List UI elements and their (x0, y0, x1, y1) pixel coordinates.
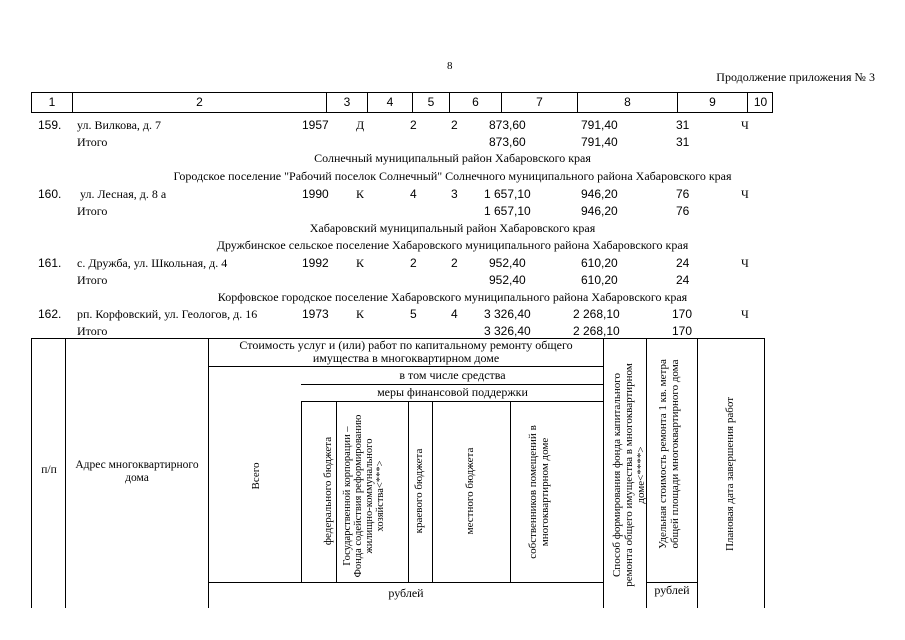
local-budget-label: местного бюджета (464, 447, 476, 535)
row-year: 1957 (302, 118, 329, 132)
cost-header-label: Стоимость услуг и (или) работ по капитальному ремонту общего имущества в многоквартирном доме (239, 338, 573, 365)
total-label: Итого (77, 324, 108, 338)
corporation-fund-label: Государственной корпорации – Фонда содействия реформированию жилищно-коммунального хозяйства<***> (342, 414, 386, 578)
row-year: 1990 (302, 187, 329, 201)
row-residents: 31 (676, 118, 690, 132)
header-col-8: 8 (577, 93, 677, 112)
including-funds-label: в том числе средства (399, 368, 506, 382)
total-area: 952,40 (489, 273, 526, 287)
total-column-label: Всего (250, 462, 262, 490)
planned-date-label: Плановая дата завершения работ (724, 396, 736, 552)
row-entrances: 2 (451, 256, 458, 270)
col-address-label: Адрес многоквартирного дома (75, 459, 199, 484)
row-number: 159. (38, 118, 62, 132)
row-category: Ч (741, 118, 749, 132)
total-living-area: 610,20 (581, 273, 618, 287)
row-material: К (356, 307, 365, 321)
header-col-3: 3 (326, 93, 367, 112)
row-entrances: 2 (451, 118, 458, 132)
total-area: 873,60 (489, 135, 526, 149)
row-address: с. Дружба, ул. Школьная, д. 4 (77, 256, 228, 270)
settlement-heading: Городское поселение "Рабочий поселок Солнечный" Солнечного муниципального района Хабаровского края (173, 169, 732, 183)
row-floors: 5 (410, 307, 417, 321)
row-category: Ч (741, 187, 749, 201)
total-living-area: 946,20 (581, 204, 618, 218)
total-residents: 170 (672, 324, 693, 338)
header-col-6: 6 (449, 93, 501, 112)
row-number: 161. (38, 256, 62, 270)
row-residents: 76 (676, 187, 690, 201)
unit-cost-label: Удельная стоимость ремонта 1 кв. метра общей площади многоквартирного дома (657, 359, 681, 549)
row-year: 1973 (302, 307, 329, 321)
row-year: 1992 (302, 256, 329, 270)
total-residents: 24 (676, 273, 690, 287)
total-residents: 31 (676, 135, 690, 149)
continuation-note: Продолжение приложения № 3 (716, 70, 875, 84)
row-floors: 2 (410, 118, 417, 132)
row-number: 160. (38, 187, 62, 201)
total-label: Итого (77, 204, 108, 218)
row-floors: 4 (410, 187, 417, 201)
total-living-area: 2 268,10 (573, 324, 620, 338)
page-number: 8 (447, 60, 453, 72)
row-area: 3 326,40 (484, 307, 531, 321)
row-living-area: 946,20 (581, 187, 618, 201)
row-floors: 2 (410, 256, 417, 270)
row-residents: 24 (676, 256, 690, 270)
row-living-area: 791,40 (581, 118, 618, 132)
row-entrances: 4 (451, 307, 458, 321)
total-area: 3 326,40 (484, 324, 531, 338)
column-number-header (31, 92, 773, 113)
total-row (0, 272, 905, 288)
row-address: ул. Лесная, д. 8 а (80, 187, 167, 201)
header-col-5: 5 (412, 93, 449, 112)
table-row (0, 255, 905, 271)
header-col-4: 4 (367, 93, 412, 112)
row-entrances: 3 (451, 187, 458, 201)
row-living-area: 2 268,10 (573, 307, 620, 321)
header-col-1: 1 (48, 95, 56, 109)
district-heading: Хабаровский муниципальный район Хабаровского края (309, 221, 596, 235)
rubles-label: рублей (388, 586, 424, 600)
row-area: 1 657,10 (484, 187, 531, 201)
total-label: Итого (77, 273, 108, 287)
row-area: 952,40 (489, 256, 526, 270)
header-col-2: 2 (72, 93, 326, 112)
row-address: ул. Вилкова, д. 7 (77, 118, 162, 132)
owners-label: собственников помещений в многоквартирном доме (527, 425, 551, 559)
total-row (0, 134, 905, 150)
federal-budget-label: федерального бюджета (322, 436, 334, 546)
row-category: Ч (741, 256, 749, 270)
table-row (0, 186, 905, 202)
fund-method-label: Способ формирования фонда капитального ремонта общего имущества в многоквартирном доме<****> (611, 363, 647, 587)
total-label: Итого (77, 135, 108, 149)
support-measures-label: меры финансовой поддержки (377, 385, 528, 399)
row-material: К (356, 187, 365, 201)
settlement-heading: Дружбинское сельское поселение Хабаровского муниципального района Хабаровского края (216, 238, 689, 252)
header-col-10: 10 (747, 93, 773, 112)
row-residents: 170 (672, 307, 693, 321)
table-row (0, 306, 905, 322)
table-row (0, 117, 905, 133)
regional-budget-label: краевого бюджета (413, 448, 425, 534)
district-heading: Солнечный муниципальный район Хабаровского края (314, 151, 591, 165)
total-row (0, 323, 905, 339)
row-material: К (356, 256, 365, 270)
rubles-unit-label: рублей (654, 583, 690, 597)
header-col-9: 9 (677, 93, 747, 112)
row-living-area: 610,20 (581, 256, 618, 270)
row-number: 162. (38, 307, 62, 321)
row-address: рп. Корфовский, ул. Геологов, д. 16 (77, 307, 258, 321)
total-residents: 76 (676, 204, 690, 218)
row-category: Ч (741, 307, 749, 321)
col-number-label: п/п (41, 464, 57, 476)
total-living-area: 791,40 (581, 135, 618, 149)
header-col-7: 7 (501, 93, 577, 112)
row-material: Д (356, 118, 365, 132)
total-area: 1 657,10 (484, 204, 531, 218)
total-row (0, 203, 905, 219)
row-area: 873,60 (489, 118, 526, 132)
settlement-heading: Корфовское городское поселение Хабаровского муниципального района Хабаровского края (217, 290, 688, 304)
